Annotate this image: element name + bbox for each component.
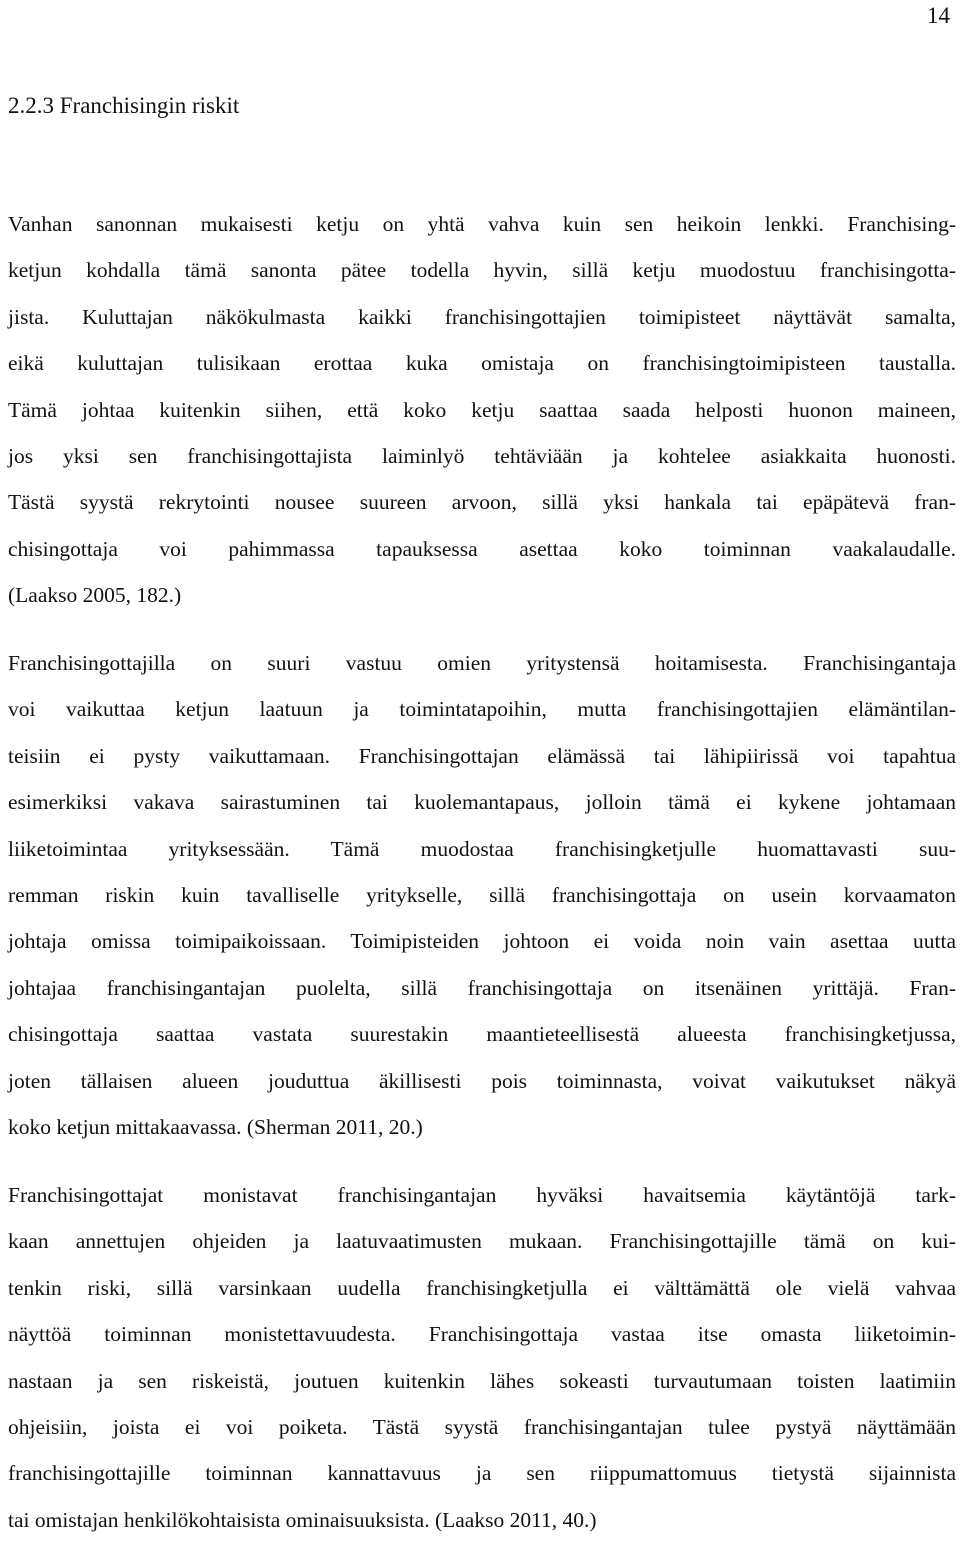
text-line: kaan annettujen ohjeiden ja laatuvaatimusten mukaan. Franchisingottajille tämä on kui- <box>8 1229 956 1254</box>
paragraph-2 <box>8 640 956 1150</box>
text-line: johtaja omissa toimipaikoissaan. Toimipisteiden johtoon ei voida noin vain asettaa uutta <box>8 929 956 954</box>
text-line: ketjun kohdalla tämä sanonta pätee todella hyvin, sillä ketju muodostuu franchisingotta- <box>8 258 956 283</box>
text-line: jista. Kuluttajan näkökulmasta kaikki franchisingottajien toimipisteet näyttävät samalta, <box>8 304 956 329</box>
text-line: nastaan ja sen riskeistä, joutuen kuitenkin lähes sokeasti turvautumaan toisten laatimiin <box>8 1368 956 1393</box>
text-line: Tämä johtaa kuitenkin siihen, että koko ketju saattaa saada helposti huonon maineen, <box>8 397 956 422</box>
text-line: (Laakso 2005, 182.) <box>8 583 182 608</box>
text-line: tai omistajan henkilökohtaisista ominaisuuksista. (Laakso 2011, 40.) <box>8 1507 597 1532</box>
text-line: Vanhan sanonnan mukaisesti ketju on yhtä vahva kuin sen heikoin lenkki. Franchising- <box>8 212 956 236</box>
text-line: koko ketjun mittakaavassa. (Sherman 2011, 20.) <box>8 1115 423 1140</box>
text-line: teisiin ei pysty vaikuttamaan. Franchisingottajan elämässä tai lähipiirissä voi tapahtua <box>8 743 956 768</box>
text-line: liiketoimintaa yrityksessään. Tämä muodostaa franchisingketjulle huomattavasti suu- <box>8 836 956 861</box>
text-line: chisingottaja saattaa vastata suurestakin maantieteellisestä alueesta franchisingketjussa, <box>8 1022 956 1047</box>
paragraph-1 <box>8 201 956 619</box>
text-line: joten tällaisen alueen jouduttua äkillisesti pois toiminnasta, voivat vaikutukset näkyä <box>8 1068 956 1093</box>
text-line: esimerkiksi vakava sairastuminen tai kuolemantapaus, jolloin tämä ei kykene johtamaan <box>8 790 956 815</box>
text-line: chisingottaja voi pahimmassa tapauksessa asettaa koko toiminnan vaakalaudalle. <box>8 536 956 561</box>
text-line: Tästä syystä rekrytointi nousee suureen arvoon, sillä yksi hankala tai epäpätevä fran- <box>8 490 956 515</box>
text-line: ohjeisiin, joista ei voi poiketa. Tästä syystä franchisingantajan tulee pystyä näyttämään <box>8 1415 956 1440</box>
page-number: 14 <box>927 3 950 28</box>
text-line: Franchisingottajilla on suuri vastuu omien yritystensä hoitamisesta. Franchisingantaja <box>8 651 956 675</box>
text-line: johtajaa franchisingantajan puolelta, sillä franchisingottaja on itsenäinen yrittäjä. Fran- <box>8 975 956 1000</box>
paragraph-3 <box>8 1172 956 1543</box>
text-line: eikä kuluttajan tulisikaan erottaa kuka omistaja on franchisingtoimipisteen taustalla. <box>8 351 956 376</box>
text-line: remman riskin kuin tavalliselle yritykselle, sillä franchisingottaja on usein korvaamaton <box>8 883 956 908</box>
text-line: franchisingottajille toiminnan kannattavuus ja sen riippumattomuus tietystä sijainnista <box>8 1461 956 1486</box>
text-line: Franchisingottajat monistavat franchisingantajan hyväksi havaitsemia käytäntöjä tark- <box>8 1183 956 1207</box>
text-line: jos yksi sen franchisingottajista laiminlyö tehtäviään ja kohtelee asiakkaita huonosti. <box>8 444 956 469</box>
text-line: näyttöä toiminnan monistettavuudesta. Franchisingottaja vastaa itse omasta liiketoimin- <box>8 1322 956 1347</box>
text-line: tenkin riski, sillä varsinkaan uudella franchisingketjulla ei välttämättä ole vielä vahvaa <box>8 1275 956 1300</box>
section-heading: 2.2.3 Franchisingin riskit <box>8 93 240 118</box>
text-line: voi vaikuttaa ketjun laatuun ja toimintatapoihin, mutta franchisingottajien elämäntilan- <box>8 697 956 722</box>
